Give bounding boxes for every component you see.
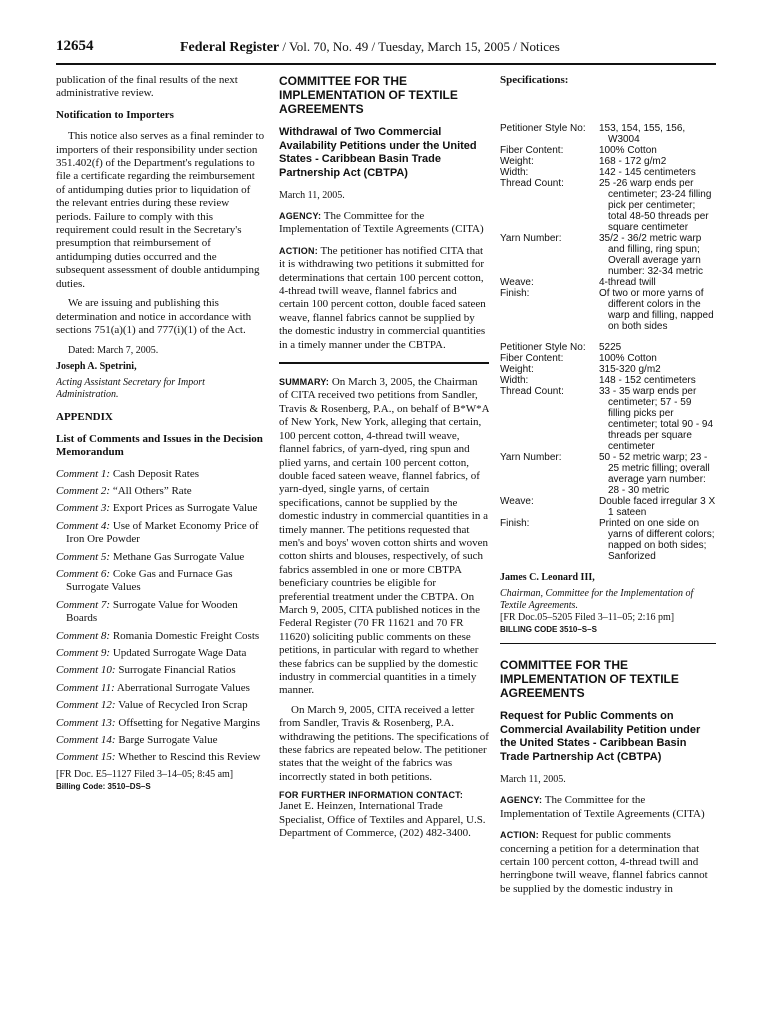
comment-label: Comment 11:: [56, 681, 115, 694]
contact-label: FOR FURTHER INFORMATION CONTACT:: [279, 790, 464, 801]
comment-item: [56, 682, 266, 695]
running-head: [180, 39, 560, 56]
comment-label: Comment 2:: [56, 484, 111, 497]
agency-heading: COMMITTEE FOR THE IMPLEMENTATION OF TEXTILE AGREEMENTS: [500, 658, 679, 701]
fr-doc-line: [FR Doc. E5–1127 Filed 3–14–05; 8:45 am]: [56, 768, 234, 780]
spec-value: 33 - 35 warp ends per centimeter; 57 - 59 filling picks per centimeter; total 90 - 94 threads per square centimeter: [599, 386, 714, 453]
comment-text: Whether to Rescind this Review: [115, 751, 261, 764]
spec-label: Finish:: [500, 518, 530, 530]
comment-item: [56, 485, 266, 498]
spec-value: 5225: [599, 342, 622, 354]
spec-label: Yarn Number:: [500, 452, 562, 464]
lead-paragraph: publication of the final results of the next administrative review.: [56, 74, 238, 100]
comment-label: Comment 4:: [56, 519, 111, 532]
spec-row: [500, 156, 716, 167]
spec-value: 35/2 - 36/2 metric warp and filling, ring spun; Overall average yarn number: 32-34 metric: [599, 233, 704, 278]
spec-row: [500, 452, 716, 496]
agency-heading: COMMITTEE FOR THE IMPLEMENTATION OF TEXTILE AGREEMENTS: [279, 74, 458, 116]
comment-label: Comment 12:: [56, 699, 116, 712]
signer-title: Acting Assistant Secretary for Import Administration.: [56, 377, 205, 401]
spec-value: 168 - 172 g/m2: [599, 156, 667, 168]
issue-info: / Vol. 70, No. 49 / Tuesday, March 15, 2005 / Notices: [279, 39, 560, 54]
signer-title: Chairman, Committee for the Implementation of Textile Agreements.: [500, 588, 694, 612]
spec-value: Of two or more yarns of different colors in the warp and filling, napped on both sides: [599, 288, 714, 333]
journal-name: Federal Register: [180, 40, 280, 55]
spec-row: [500, 496, 716, 518]
comment-text: Methane Gas Surrogate Value: [110, 550, 245, 563]
comment-item: [56, 468, 266, 481]
spec-value: 25 -26 warp ends per centimeter; 23-24 filling pick per centimeter; total 48-50 threads per square centimeter: [599, 178, 712, 234]
comment-item: [56, 699, 266, 712]
comment-item: [56, 551, 266, 564]
comment-label: Comment 5:: [56, 550, 111, 563]
comment-text: Export Prices as Surrogate Value: [110, 502, 258, 515]
spec-row: [500, 364, 716, 375]
spec-label: Petitioner Style No:: [500, 342, 586, 354]
spec-label: Petitioner Style No:: [500, 123, 586, 135]
comment-text: Use of Market Economy Price of Iron Ore Powder: [66, 519, 259, 546]
comment-item: [56, 734, 266, 747]
spec-row: [500, 518, 716, 562]
spec-label: Thread Count:: [500, 178, 564, 190]
spec-label: Thread Count:: [500, 386, 564, 398]
billing-code: Billing Code: 3510–DS–S: [56, 781, 151, 791]
comment-label: Comment 9:: [56, 647, 111, 659]
spec-value: Double faced irregular 3 X 1 sateen: [599, 496, 716, 519]
spec-row: [500, 277, 716, 288]
spec-row: [500, 123, 716, 145]
comment-text: Updated Surrogate Wage Data: [110, 647, 247, 659]
spec-label: Weave:: [500, 496, 534, 508]
spec-value: 148 - 152 centimeters: [599, 375, 696, 387]
agency-text: The Committee for the Implementation of Textile Agreements (CITA): [279, 210, 484, 236]
spec-label: Yarn Number:: [500, 233, 562, 245]
spec-row: [500, 353, 716, 364]
contact-text: Janet E. Heinzen, International Trade Specialist, Office of Textiles and Apparel, U.S. Department of Commerce, (202) 482-3400.: [279, 800, 486, 840]
comments-list-heading: List of Comments and Issues in the Decision Memorandum: [56, 432, 263, 459]
comment-text: Offsetting for Negative Margins: [115, 716, 260, 729]
action-text: Request for public comments concerning a petition for a determination that certain 100 percent cotton, 4-thread twill and herringbone twill weave, flannel fabrics cannot be supplied by the domestic industry in: [500, 829, 708, 895]
comment-label: Comment 1:: [56, 467, 111, 480]
comment-label: Comment 13:: [56, 716, 116, 729]
comment-label: Comment 6:: [56, 567, 111, 580]
comment-text: Value of Recycled Iron Scrap: [115, 699, 248, 712]
agency-text: The Committee for the Implementation of Textile Agreements (CITA): [500, 794, 705, 820]
issuing-paragraph: We are issuing and publishing this determination and notice in accordance with sections 751(a)(1) and 777(i)(1) of the Act.: [56, 297, 252, 336]
spec-label: Fiber Content:: [500, 145, 564, 157]
comment-item: [56, 599, 266, 626]
spec-row: [500, 167, 716, 178]
comment-text: Cash Deposit Rates: [110, 467, 199, 480]
spec-value: 100% Cotton: [599, 353, 657, 365]
comments-list: [56, 468, 266, 765]
spec-label: Width:: [500, 375, 529, 387]
summary-label: SUMMARY:: [279, 377, 330, 388]
header-rule: [56, 63, 716, 65]
document-date: March 11, 2005.: [279, 190, 345, 201]
comment-item: [56, 717, 266, 730]
spec-label: Width:: [500, 167, 529, 179]
spec-label: Weight:: [500, 364, 534, 376]
spec-row: [500, 233, 716, 277]
agency-paragraph: [279, 210, 489, 237]
agency-label: AGENCY:: [500, 795, 543, 806]
spec-row: [500, 386, 716, 452]
comment-text: Barge Surrogate Value: [115, 734, 218, 747]
spec-row: [500, 145, 716, 156]
spec-row: [500, 288, 716, 332]
spec-value: Printed on one side on yarns of different colors; napped on both sides; Sanforized: [599, 518, 715, 563]
comment-item: [56, 630, 266, 643]
signer-name: Joseph A. Spetrini,: [56, 361, 137, 373]
comment-item: [56, 751, 266, 764]
spec-label: Weight:: [500, 156, 534, 168]
action-label: ACTION:: [279, 245, 318, 256]
page-header: [56, 38, 716, 60]
spec-value: 315-320 g/m2: [599, 364, 661, 376]
spec-row: [500, 342, 716, 353]
comment-item: [56, 647, 266, 660]
comment-text: Surrogate Financial Ratios: [115, 664, 236, 677]
section-divider: [500, 643, 716, 644]
comment-label: Comment 14:: [56, 734, 116, 747]
comment-text: Surrogate Value for Wooden Boards: [66, 598, 238, 625]
comment-label: Comment 15:: [56, 751, 116, 764]
comment-text: Aberrational Surrogate Values: [114, 681, 250, 694]
section-divider: [279, 362, 489, 364]
fr-doc-line: [FR Doc.05–5205 Filed 3–11–05; 2:16 pm]: [500, 612, 675, 624]
billing-code: BILLING CODE 3510–S–S: [500, 625, 597, 635]
spec-row: [500, 178, 716, 233]
comment-item: [56, 664, 266, 677]
spec-value: 142 - 145 centimeters: [599, 167, 696, 179]
comment-text: “All Others” Rate: [110, 484, 192, 497]
action-text: The petitioner has notified CITA that it is withdrawing two petitions it submitted for determinations that certain 100 percent cotton, 4-thread twill weave, flannel fabrics and certain 100 percent cotton, double faced sateen weave, flannel fabrics cannot be supplied by the domestic industry in commercial quantities in a timely manner under the CBTPA.: [279, 244, 486, 351]
specification-table-1: [500, 123, 716, 332]
signer-name: James C. Leonard III,: [500, 572, 595, 584]
agency-label: AGENCY:: [279, 211, 322, 221]
comment-item: [56, 568, 266, 595]
page-number: 12654: [56, 38, 94, 54]
specification-table-2: [500, 342, 716, 562]
action-paragraph: [500, 829, 716, 896]
spec-value: 50 - 52 metric warp; 23 - 25 metric filling; overall average yarn number: 28 - 30 metric: [599, 452, 710, 497]
agency-paragraph: [500, 794, 716, 821]
column-1: [56, 74, 266, 1004]
notification-paragraph: This notice also serves as a final reminder to importers of their responsibility under section 351.402(f) of the Department's regulations to file a certificate regarding the reimbursement of antidumping duties prior to liquidation of the relevant entries during these review periods. Failure to comply with this requirement could result in the Secretary's presumption that reimbursement of antidumping duties occurred and the subsequent assessment of double antidumping duties.: [56, 130, 265, 290]
specifications-heading: Specifications:: [500, 74, 569, 86]
comment-label: Comment 8:: [56, 629, 111, 642]
withdrawal-paragraph: On March 9, 2005, CITA received a letter from Sandler, Travis & Rosenberg, P.A. withdrawing the petitions. The specifications of these fabrics are repeated below. The petitioner states that the weight of the fabrics was incorrectly stated in both petitions.: [279, 703, 489, 783]
dated-line: Dated: March 7, 2005.: [68, 345, 159, 357]
spec-value: 100% Cotton: [599, 145, 657, 157]
spec-label: Finish:: [500, 288, 530, 300]
spec-value: 153, 154, 155, 156, W3004: [599, 123, 686, 146]
column-3: [500, 74, 716, 1004]
appendix-heading: APPENDIX: [56, 411, 113, 424]
comment-item: [56, 520, 266, 547]
summary-paragraph: [279, 376, 489, 698]
action-label: ACTION:: [500, 830, 539, 841]
comment-label: Comment 7:: [56, 598, 111, 611]
document-title: Request for Public Comments on Commercial Availability Petition under the United States - Caribbean Basin Trade Partnership Act (CBTPA): [500, 710, 701, 763]
column-2: [279, 74, 489, 1004]
comment-label: Comment 10:: [56, 664, 116, 677]
spec-value: 4-thread twill: [599, 277, 656, 289]
comment-item: [56, 502, 266, 515]
notification-heading: Notification to Importers: [56, 108, 174, 121]
comment-label: Comment 3:: [56, 502, 111, 515]
document-title: Withdrawal of Two Commercial Availability Petitions under the United States - Caribbean Basin Trade Partnership Act (CBTPA): [279, 126, 477, 179]
comment-text: Romania Domestic Freight Costs: [110, 629, 260, 642]
action-paragraph: [279, 245, 489, 352]
spec-label: Weave:: [500, 277, 534, 289]
spec-label: Fiber Content:: [500, 353, 564, 365]
summary-text: On March 3, 2005, the Chairman of CITA received two petitions from Sandler, Travis & Rosenberg, P.A., on behalf of B*W*A of New York, New York, alleging that certain, 100 percent cotton, 4-thread twill weave, flannel fabrics, of yarn-dyed, ring spun and plied yarns, and certain 100 percent cotton, double faced sateen weave, flannel fabrics, of yarn-dyed, single yarns, of certain specifications, cannot be supplied by the domestic industry in commercial quantities in a timely manner. The petitions requested that men's and boys' woven cotton shirts and woven cotton shirts and blouses, respectively, of such fabrics assembled in one or more CBTPA beneficiary countries be eligible for preferential treatment under the CBTPA. On March 9, 2005, CITA published notices in the Federal Register (70 FR 11621 and 70 FR 11620) soliciting public comments on these petitions, in particular with regard to whether these fabrics can be supplied by the domestic industry in commercial quantities in a timely manner.: [279, 376, 489, 697]
document-date: March 11, 2005.: [500, 774, 566, 786]
spec-row: [500, 375, 716, 386]
comment-text: Coke Gas and Furnace Gas Surrogate Values: [66, 567, 233, 594]
